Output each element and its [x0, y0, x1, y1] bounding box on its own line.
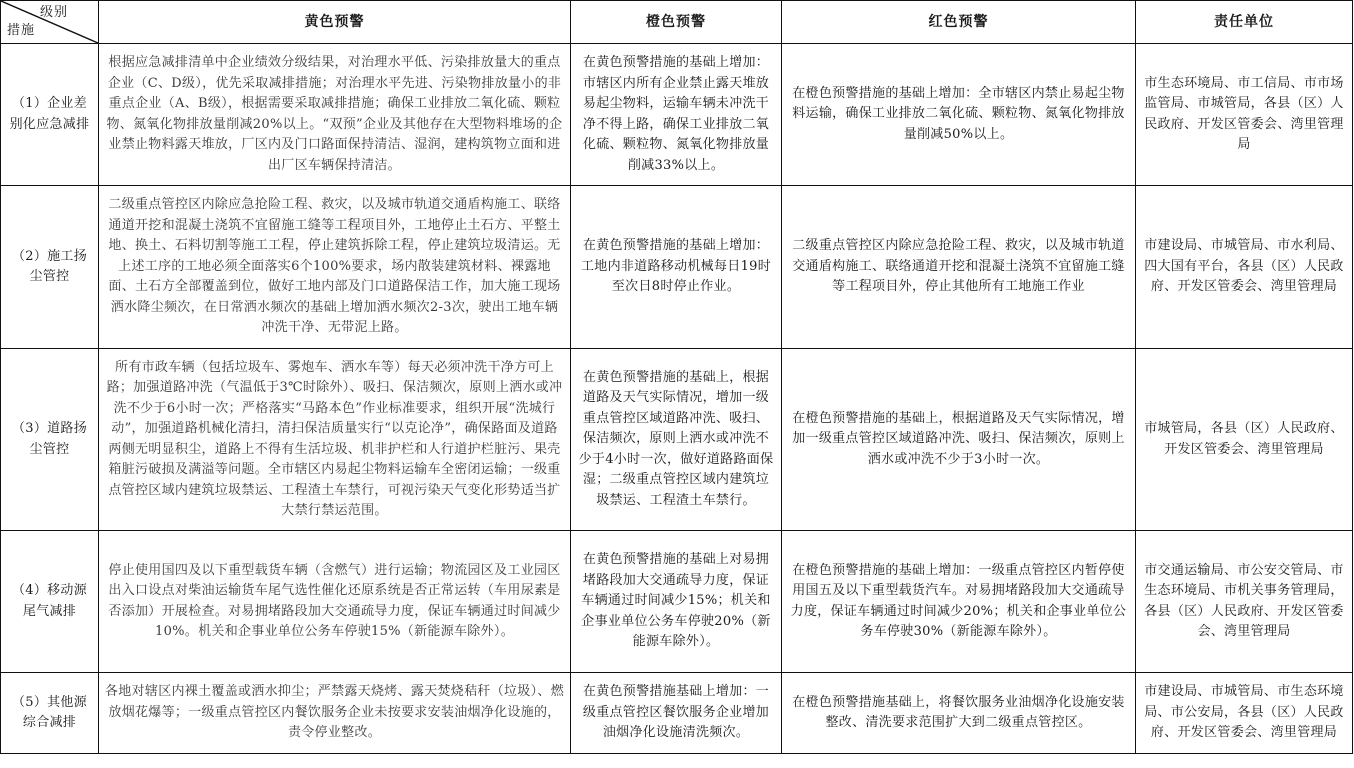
header-yellow-warning: 黄色预警 [99, 1, 571, 44]
responsible-units: 市交通运输局、市公安交管局、市生态环境局、市机关事务管理局，各县（区）人民政府、开发区管委会、湾里管理局 [1136, 531, 1353, 673]
measure-name: （4）移动源尾气减排 [1, 531, 99, 673]
measure-name: （2）施工扬尘管控 [1, 186, 99, 349]
red-measure: 在橙色预警措施基础上，将餐饮服务业油烟净化设施安装整改、清洗要求范围扩大到二级重点管控区。 [782, 673, 1136, 754]
orange-measure: 在黄色预警措施的基础上增加：市辖区内所有企业禁止露天堆放易起尘物料，运输车辆未冲洗干净不得上路，确保工业排放二氧化硫、颗粒物、氮氧化物排放量削减33%以上。 [571, 44, 782, 186]
header-responsible-units: 责任单位 [1136, 1, 1353, 44]
red-measure: 在橙色预警措施的基础上增加：一级重点管控区内暂停使用国五及以下重型载货汽车。对易拥堵路段加大交通疏导力度，保证车辆通过时间减少20%；机关和企事业单位公务车停驶30%（新能源车除外）。 [782, 531, 1136, 673]
yellow-measure: 所有市政车辆（包括垃圾车、雾炮车、洒水车等）每天必须冲洗干净方可上路；加强道路冲洗（气温低于3℃时除外）、吸扫、保洁频次，原则上洒水或冲洗不少于6小时一次；严格落实“马路本色”作业标准要求，组织开展“洗城行动”，加强道路机械化清扫，清扫保洁质量实行“以克论净”，确保路面及道路两侧无明显积尘，道路上不得有生活垃圾、机非护栏和人行道护栏脏污、果壳箱脏污破损及满溢等问题。全市辖区内易起尘物料运输车全密闭运输；一级重点管控区域内建筑垃圾禁运、工程渣土车禁行，可视污染天气变化形势适当扩大禁行禁运范围。 [99, 349, 571, 531]
yellow-measure: 各地对辖区内裸土覆盖或洒水抑尘；严禁露天烧烤、露天焚烧秸秆（垃圾）、燃放烟花爆等；一级重点管控区内餐饮服务企业未按要求安装油烟净化设施的，责令停业整改。 [99, 673, 571, 754]
table-row [1, 44, 1353, 186]
measure-name: （3）道路扬尘管控 [1, 349, 99, 531]
orange-measure: 在黄色预警措施基础上增加：一级重点管控区餐饮服务企业增加油烟净化设施清洗频次。 [571, 673, 782, 754]
red-measure: 二级重点管控区内除应急抢险工程、救灾，以及城市轨道交通盾构施工、联络通道开挖和混凝土浇筑不宜留施工缝等工程项目外，停止其他所有工地施工作业 [782, 186, 1136, 349]
measure-name: （1）企业差别化应急减排 [1, 44, 99, 186]
header-orange-warning: 橙色预警 [571, 1, 782, 44]
table-row [1, 186, 1353, 349]
measure-name: （5）其他源综合减排 [1, 673, 99, 754]
header-red-warning: 红色预警 [782, 1, 1136, 44]
responsible-units: 市城管局，各县（区）人民政府、开发区管委会、湾里管理局 [1136, 349, 1353, 531]
yellow-measure: 根据应急减排清单中企业绩效分级结果，对治理水平低、污染排放量大的重点企业（C、D级），优先采取减排措施；对治理水平先进、污染物排放量小的非重点企业（A、B级），根据需要采取减排措施；确保工业排放二氧化硫、颗粒物、氮氧化物排放量削减20%以上。“双预”企业及其他存在大型物料堆场的企业禁止物料露天堆放，厂区内及门口路面保持清洁、湿润，建构筑物立面和进出厂区车辆保持清洁。 [99, 44, 571, 186]
yellow-measure: 二级重点管控区内除应急抢险工程、救灾，以及城市轨道交通盾构施工、联络通道开挖和混凝土浇筑不宜留施工缝等工程项目外，工地停止土石方、平整土地、换土、石料切割等施工工程，停止建筑拆除工程，停止建筑垃圾清运。无上述工序的工地必须全面落实6个100%要求，场内散装建筑材料、裸露地面、土石方全部覆盖到位，做好工地内部及门口道路保洁工作，加大施工现场洒水降尘频次，在日常洒水频次的基础上增加洒水频次2-3次，驶出工地车辆冲洗干净、无带泥上路。 [99, 186, 571, 349]
yellow-measure: 停止使用国四及以下重型载货车辆（含燃气）进行运输；物流园区及工业园区出入口设点对柴油运输货车尾气选性催化还原系统是否正常运转（车用尿素是否添加）开展检查。对易拥堵路段加大交通疏导力度，保证车辆通过时间减少10%。机关和企事业单位公务车停驶15%（新能源车除外）。 [99, 531, 571, 673]
header-row [1, 1, 1353, 44]
table-row [1, 349, 1353, 531]
corner-header-cell [1, 1, 99, 44]
table-row [1, 673, 1353, 754]
responsible-units: 市生态环境局、市工信局、市市场监管局、市城管局，各县（区）人民政府、开发区管委会、湾里管理局 [1136, 44, 1353, 186]
responsible-units: 市建设局、市城管局、市生态环境局、市公安局，各县（区）人民政府、开发区管委会、湾里管理局 [1136, 673, 1353, 754]
orange-measure: 在黄色预警措施的基础上，根据道路及天气实际情况，增加一级重点管控区域道路冲洗、吸扫、保洁频次，原则上洒水或冲洗不少于4小时一次，做好道路路面保湿；二级重点管控区域内建筑垃圾禁运、工程渣土车禁行。 [571, 349, 782, 531]
measure-label: 措施 [7, 22, 36, 38]
level-label: 级别 [39, 5, 68, 20]
responsible-units: 市建设局、市城管局、市水利局、四大国有平台，各县（区）人民政府、开发区管委会、湾里管理局 [1136, 186, 1353, 349]
orange-measure: 在黄色预警措施的基础上增加：工地内非道路移动机械每日19时至次日8时停止作业。 [571, 186, 782, 349]
red-measure: 在橙色预警措施的基础上增加：全市辖区内禁止易起尘物料运输，确保工业排放二氧化硫、颗粒物、氮氧化物排放量削减50%以上。 [782, 44, 1136, 186]
red-measure: 在橙色预警措施的基础上，根据道路及天气实际情况，增加一级重点管控区域道路冲洗、吸扫、保洁频次，原则上洒水或冲洗不少于3小时一次。 [782, 349, 1136, 531]
orange-measure: 在黄色预警措施的基础上对易拥堵路段加大交通疏导力度，保证车辆通过时间减少15%；机关和企事业单位公务车停驶20%（新能源车除外）。 [571, 531, 782, 673]
table-row [1, 531, 1353, 673]
